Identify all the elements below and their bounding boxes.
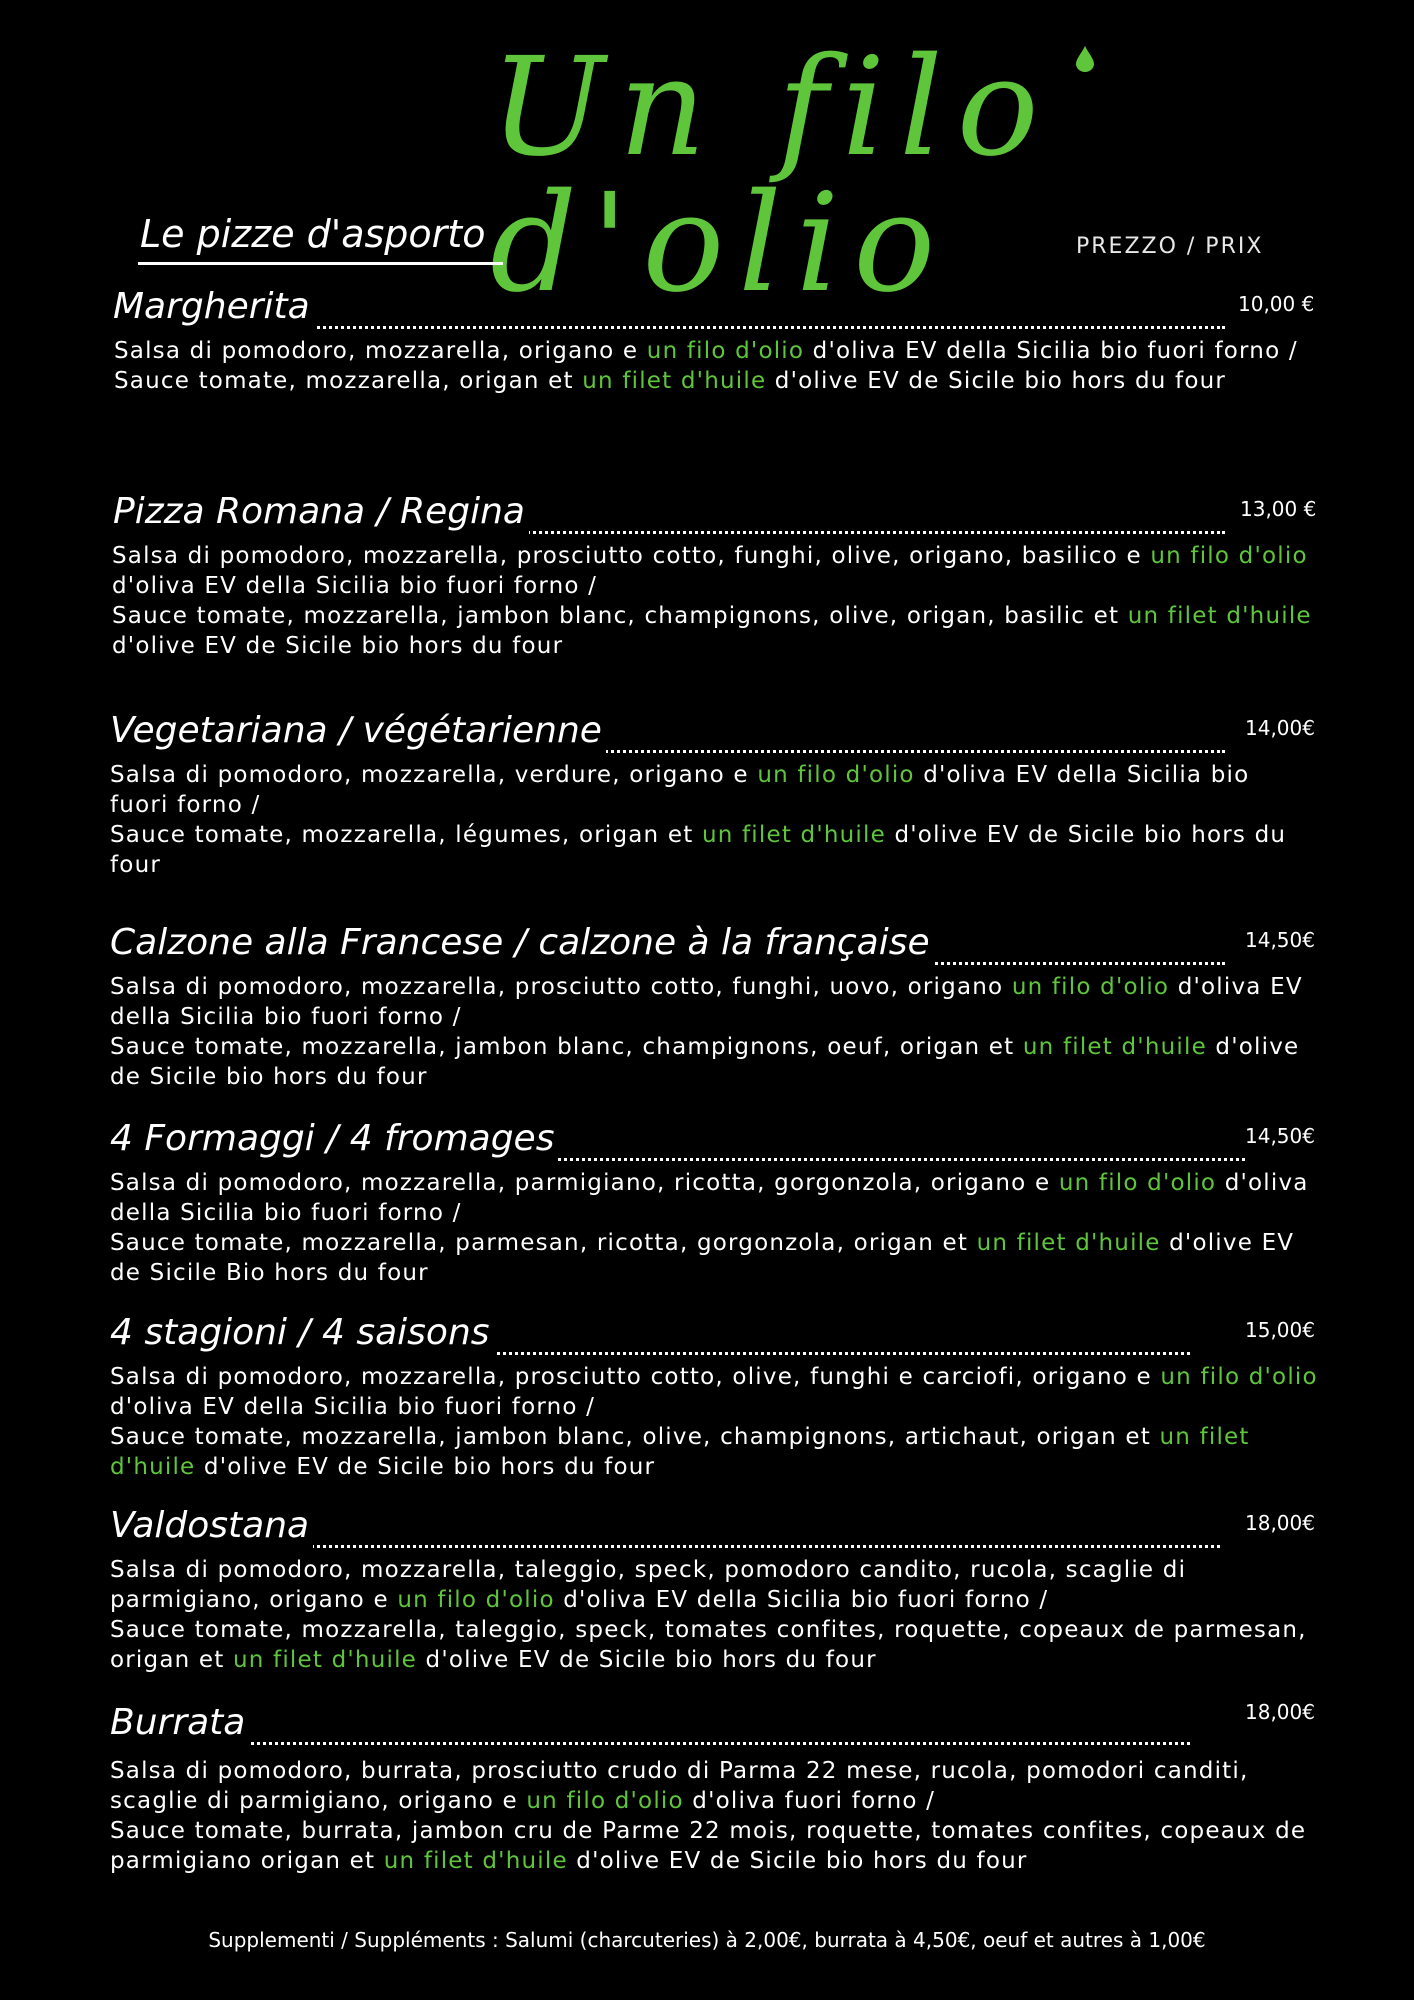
dot-leader (150, 1706, 1190, 1745)
brand-title: Un filo d'olio (490, 29, 1053, 323)
item-price: 15,00€ (1245, 1318, 1315, 1342)
item-description: Salsa di pomodoro, mozzarella, verdure, origano e un filo d'olio d'oliva EV della Sicilia bio fuori forno / Sauce tomate, mozzarella, légumes, origan et un filet d'huile d'olive EV de Sicile bio hors du four (110, 762, 1287, 878)
item-name: Vegetariana / végétarienne (110, 708, 606, 754)
item-name: Calzone alla Francese / calzone à la française (110, 920, 934, 966)
item-description: Salsa di pomodoro, mozzarella, prosciutto cotto, olive, funghi e carciofi, origano e un filo d'olio d'oliva EV della Sicilia bio fuori forno / Sauce tomate, mozzarella, jambon blanc, olive, champignons, artichaut, origan et un filet d'huile d'olive EV de Sicile bio hors du four (110, 1364, 1318, 1480)
supplements-note: Supplementi / Suppléments : Salumi (charcuteries) à 2,00€, burrata à 4,50€, oeuf et autres à 1,00€ (208, 1928, 1206, 1952)
item-name: 4 Formaggi / 4 fromages (110, 1116, 558, 1162)
item-price: 10,00 € (1238, 292, 1315, 316)
item-description: Salsa di pomodoro, mozzarella, taleggio, speck, pomodoro candito, rucola, scaglie di parmigiano, origano e un filo d'olio d'oliva EV della Sicilia bio fuori forno / Sauce tomate, mozzarella, taleggio, speck, tomates confites, roquette, copeaux de parmesan, origan et un filet d'huile d'olive EV de Sicile bio hors du four (110, 1557, 1307, 1673)
item-description: Salsa di pomodoro, mozzarella, parmigiano, ricotta, gorgonzola, origano e un filo d'olio d'oliva della Sicilia bio fuori forno / Sauce tomate, mozzarella, parmesan, ricotta, gorgonzola, origan et un filet d'huile d'olive EV de Sicile Bio hors du four (110, 1170, 1309, 1286)
item-price: 18,00€ (1245, 1700, 1315, 1724)
menu-item (0, 284, 1414, 394)
menu-item (0, 489, 1414, 659)
item-name: Margherita (113, 284, 314, 330)
item-price: 14,50€ (1245, 1124, 1315, 1148)
menu-item (0, 1700, 1414, 1874)
menu-item (0, 1310, 1414, 1480)
menu-item (0, 1503, 1414, 1673)
item-name: 4 stagioni / 4 saisons (110, 1310, 494, 1356)
item-name: Valdostana (110, 1503, 313, 1549)
item-name: Pizza Romana / Regina (113, 489, 529, 535)
item-name: Burrata (110, 1700, 249, 1746)
item-description: Salsa di pomodoro, mozzarella, origano e un filo d'olio d'oliva EV della Sicilia bio fuori forno / Sauce tomate, mozzarella, origan et un filet d'huile d'olive EV de Sicile bio hors du four (114, 338, 1298, 394)
menu-item (0, 708, 1414, 878)
item-price: 18,00€ (1245, 1511, 1315, 1535)
item-price: 14,50€ (1245, 928, 1315, 952)
item-price: 14,00€ (1245, 716, 1315, 740)
oil-drop-icon (1075, 46, 1095, 72)
price-header: PREZZO / PRIX (1076, 234, 1264, 259)
section-title: Le pizze d'asporto (138, 214, 503, 265)
menu-item (0, 920, 1414, 1090)
menu-item (0, 1116, 1414, 1286)
item-price: 13,00 € (1240, 497, 1317, 521)
item-description: Salsa di pomodoro, burrata, prosciutto crudo di Parma 22 mese, rucola, pomodori canditi, scaglie di parmigiano, origano e un filo d'olio d'oliva fuori forno / Sauce tomate, burrata, jambon cru de Parme 22 mois, roquette, tomates confites, copeaux de parmigiano origan et un filet d'huile d'olive EV de Sicile bio hors du four (110, 1758, 1307, 1874)
item-description: Salsa di pomodoro, mozzarella, prosciutto cotto, funghi, uovo, origano un filo d'olio d'oliva EV della Sicilia bio fuori forno / Sauce tomate, mozzarella, jambon blanc, champignons, oeuf, origan et un filet d'huile d'olive de Sicile bio hors du four (110, 974, 1303, 1090)
item-description: Salsa di pomodoro, mozzarella, prosciutto cotto, funghi, olive, origano, basilico e un filo d'olio d'oliva EV della Sicilia bio fuori forno / Sauce tomate, mozzarella, jambon blanc, champignons, olive, origan, basilic et un filet d'huile d'olive EV de Sicile bio hors du four (112, 543, 1312, 659)
